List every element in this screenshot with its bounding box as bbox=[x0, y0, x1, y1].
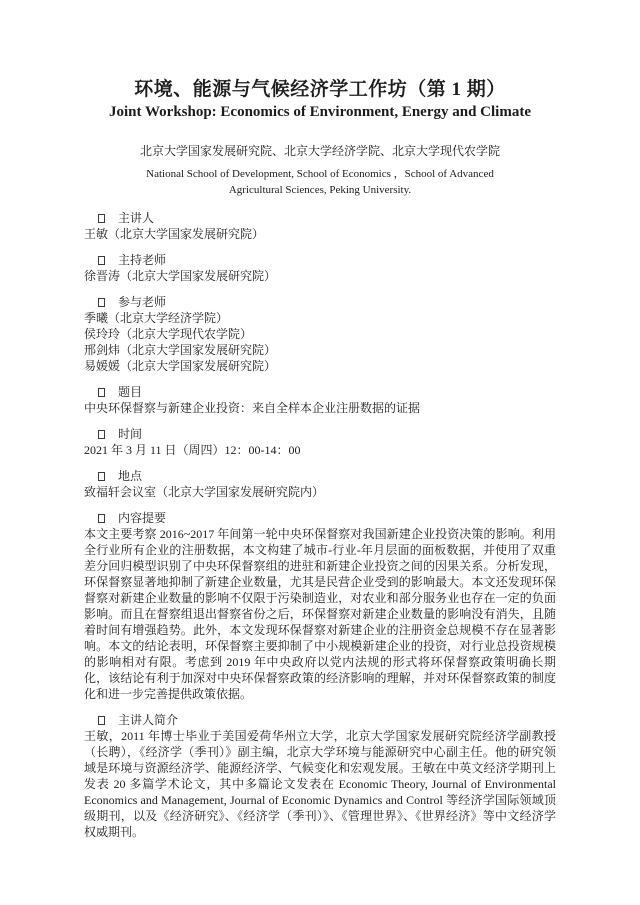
square-bullet-icon bbox=[98, 388, 105, 397]
section-venue bbox=[84, 468, 556, 500]
section-speaker-header bbox=[84, 210, 556, 226]
section-participants-header bbox=[84, 294, 556, 310]
section-topic-header bbox=[84, 384, 556, 400]
section-heading: 主讲人简介 bbox=[118, 713, 179, 727]
square-bullet-icon bbox=[98, 716, 105, 725]
organizers-en: National School of Development, School of Economics ，School of Advanced Agricultural Sciences, Peking University. bbox=[146, 168, 494, 196]
section-heading: 内容提要 bbox=[118, 511, 167, 525]
participant-name: 邢剑炜（北京大学国家发展研究院） bbox=[84, 343, 277, 357]
section-time bbox=[84, 426, 556, 458]
section-heading: 主持老师 bbox=[118, 253, 167, 267]
participant-name: 侯玲玲（北京大学现代农学院） bbox=[84, 327, 253, 341]
workshop-title-en: Joint Workshop: Economics of Environment, Energy and Climate bbox=[109, 104, 531, 120]
speaker-name: 王敏（北京大学国家发展研究院） bbox=[84, 227, 265, 241]
section-time-header bbox=[84, 426, 556, 442]
square-bullet-icon bbox=[98, 472, 105, 481]
square-bullet-icon bbox=[98, 256, 105, 265]
section-heading: 题目 bbox=[118, 385, 143, 399]
section-heading: 地点 bbox=[118, 469, 143, 483]
participant-name: 易媛媛（北京大学国家发展研究院） bbox=[84, 359, 277, 373]
section-heading: 时间 bbox=[118, 427, 143, 441]
section-heading: 参与老师 bbox=[118, 295, 167, 309]
section-heading: 主讲人 bbox=[118, 211, 155, 225]
bio-paragraph: 王敏，2011 年博士毕业于美国爱荷华州立大学，北京大学国家发展研究院经济学副教授（长聘），《经济学（季刊）》副主编，北京大学环境与能源研究中心副主任。他的研究领域是环境与资源经济学、能源经济学、气候变化和宏观发展。王敏在中英文经济学期刊上发表 20 多篇学术论文，其中多篇论文发表在 Economic Theory, Journal of Environmental Economics and Management, Journal of Economic Dynamics and Control 等经济学国际领域顶级期刊，以及《经济研究》、《经济学（季刊）》、《管理世界》、《世界经济》等中文经济学权威期刊。 bbox=[84, 729, 556, 839]
section-host bbox=[84, 252, 556, 284]
topic-text: 中央环保督察与新建企业投资：来自全样本企业注册数据的证据 bbox=[84, 401, 421, 415]
section-abstract bbox=[84, 510, 556, 702]
square-bullet-icon bbox=[98, 214, 105, 223]
abstract-paragraph: 本文主要考察 2016~2017 年间第一轮中央环保督察对我国新建企业投资决策的影响。利用全行业所有企业的注册数据，本文构建了城市-行业-年月层面的面板数据，并使用了双重差分回归模型识别了中央环保督察组的进驻和新建企业投资之间的因果关系。分析发现，环保督察显著地抑制了新建企业数量，尤其是民营企业受到的影响最大。本文还发现环保督察对新建企业数量的影响不仅限于污染制造业，对农业和部分服务业也存在一定的负面影响。而且在督察组退出督察省份之后，环保督察对新建企业数量的影响没有消失，且随着时间有增强趋势。此外，本文发现环保督察对新建企业的注册资金总规模不存在显著影响。本文的结论表明，环保督察主要抑制了中小规模新建企业的投资，对行业总投资规模的影响相对有限。考虑到 2019 年中央政府以党内法规的形式将环保督察政策明确长期化，该结论有利于加深对中央环保督察政策的经济影响的理解，并对环保督察政策的制度化和进一步完善提供政策依据。 bbox=[84, 527, 556, 701]
venue-text: 致福轩会议室（北京大学国家发展研究院内） bbox=[84, 485, 325, 499]
square-bullet-icon bbox=[98, 298, 105, 307]
section-topic bbox=[84, 384, 556, 416]
square-bullet-icon bbox=[98, 430, 105, 439]
section-bio-header bbox=[84, 712, 556, 728]
host-name: 徐晋涛（北京大学国家发展研究院） bbox=[84, 269, 277, 283]
participant-name: 季曦（北京大学经济学院） bbox=[84, 311, 229, 325]
workshop-title-zh: 环境、能源与气候经济学工作坊（第 1 期） bbox=[134, 79, 506, 100]
section-bio bbox=[84, 712, 556, 840]
section-venue-header bbox=[84, 468, 556, 484]
section-participants bbox=[84, 294, 556, 374]
section-host-header bbox=[84, 252, 556, 268]
section-speaker bbox=[84, 210, 556, 242]
section-abstract-header bbox=[84, 510, 556, 526]
organizers-zh: 北京大学国家发展研究院、北京大学经济学院、北京大学现代农学院 bbox=[139, 144, 500, 158]
square-bullet-icon bbox=[98, 514, 105, 523]
time-text: 2021 年 3 月 11 日（周四）12：00-14：00 bbox=[84, 443, 301, 457]
